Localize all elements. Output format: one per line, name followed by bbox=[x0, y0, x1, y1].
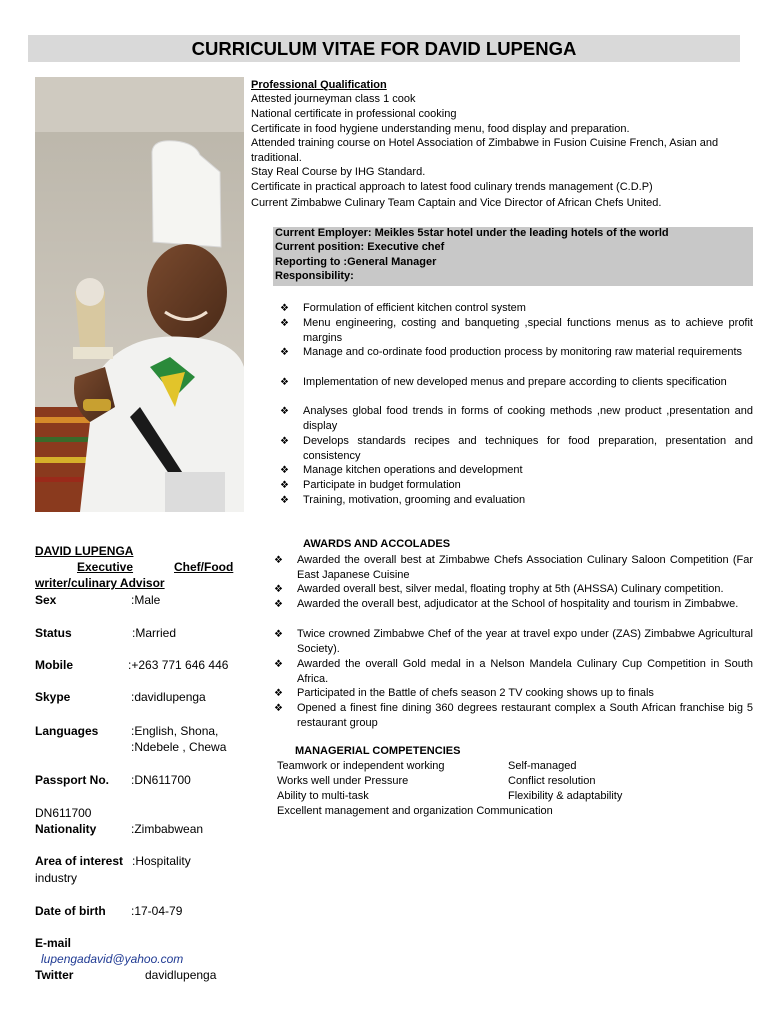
qualification-line: National certificate in professional cooking bbox=[251, 108, 457, 120]
competencies-heading: MANAGERIAL COMPETENCIES bbox=[295, 745, 461, 757]
twitter-label: Twitter bbox=[35, 968, 74, 982]
list-item: ❖ Manage and co-ordinate food production process by monitoring raw material requirements bbox=[280, 346, 743, 358]
list-item: ❖ Menu engineering, costing and banqueting ,special functions menus as to achieve profit margins bbox=[280, 317, 753, 344]
diamond-bullet-icon: ❖ bbox=[280, 480, 289, 491]
list-item: ❖ Awarded overall best, silver medal, floating trophy at 5th (AHSSA) Culinary competition. bbox=[274, 583, 724, 595]
chef-portrait-image bbox=[35, 77, 244, 512]
diamond-bullet-icon: ❖ bbox=[280, 436, 289, 447]
mobile-value: :+263 771 646 446 bbox=[128, 658, 229, 672]
list-item: ❖ Analyses global food trends in forms of cooking methods ,new product ,presentation and display bbox=[280, 405, 753, 432]
diamond-bullet-icon: ❖ bbox=[280, 303, 289, 314]
list-item: ❖ Manage kitchen operations and development bbox=[280, 464, 523, 476]
current-employer: Current Employer: Meikles 5star hotel under the leading hotels of the world bbox=[275, 227, 669, 239]
qualification-line: Certificate in food hygiene understanding menu, food display and preparation. bbox=[251, 123, 630, 135]
reporting-to: Reporting to :General Manager bbox=[275, 256, 437, 268]
qualification-line: Attested journeyman class 1 cook bbox=[251, 93, 416, 105]
email-link[interactable]: lupengadavid@yahoo.com bbox=[41, 952, 184, 966]
competency-item: Self-managed bbox=[508, 760, 577, 772]
competency-item: Excellent management and organization Communication bbox=[277, 805, 553, 817]
list-item: ❖ Training, motivation, grooming and evaluation bbox=[280, 494, 526, 506]
diamond-bullet-icon: ❖ bbox=[280, 347, 289, 358]
competency-item: Ability to multi-task bbox=[277, 790, 369, 802]
diamond-bullet-icon: ❖ bbox=[274, 599, 283, 610]
qualification-line: Stay Real Course by IHG Standard. bbox=[251, 166, 426, 178]
passport-value: :DN611700 bbox=[131, 773, 191, 787]
current-position: Current position: Executive chef bbox=[275, 241, 445, 253]
sex-label: Sex bbox=[35, 593, 57, 607]
diamond-bullet-icon: ❖ bbox=[274, 703, 283, 714]
skype-label: Skype bbox=[35, 690, 71, 704]
skype-value: :davidlupenga bbox=[131, 690, 206, 704]
awards-heading: AWARDS AND ACCOLADES bbox=[303, 538, 451, 550]
list-item: ❖ Participated in the Battle of chefs season 2 TV cooking shows up to finals bbox=[274, 687, 654, 699]
list-item: ❖ Twice crowned Zimbabwe Chef of the year at travel expo under (ZAS) Zimbabwe Agricultural Society). bbox=[274, 628, 753, 655]
qualification-heading: Professional Qualification bbox=[251, 79, 387, 91]
passport-extra: DN611700 bbox=[35, 806, 92, 820]
languages-value: :Ndebele , Chewa bbox=[131, 740, 227, 754]
languages-value: :English, Shona, bbox=[131, 724, 219, 738]
diamond-bullet-icon: ❖ bbox=[274, 688, 283, 699]
nationality-label: Nationality bbox=[35, 822, 97, 836]
diamond-bullet-icon: ❖ bbox=[280, 377, 289, 388]
qualification-line: Current Zimbabwe Culinary Team Captain and Vice Director of African Chefs United. bbox=[251, 197, 662, 209]
profile-role-part: writer/culinary Advisor bbox=[35, 576, 165, 590]
twitter-value: davidlupenga bbox=[145, 968, 217, 982]
qualification-line: Certificate in practical approach to latest food culinary trends management (C.D.P) bbox=[251, 181, 653, 193]
cv-title: CURRICULUM VITAE FOR DAVID LUPENGA bbox=[28, 35, 740, 62]
employment-summary bbox=[273, 227, 753, 286]
profile-name: DAVID LUPENGA bbox=[35, 544, 134, 558]
list-item: ❖ Awarded the overall best, adjudicator at the School of hospitality and tourism in Zimbabwe. bbox=[274, 598, 739, 610]
languages-label: Languages bbox=[35, 724, 99, 738]
status-label: Status bbox=[35, 626, 72, 640]
diamond-bullet-icon: ❖ bbox=[280, 406, 289, 417]
list-item: ❖ Opened a finest fine dining 360 degrees restaurant complex a South African franchise big 5 restaurant group bbox=[274, 702, 753, 729]
qualification-line: traditional. bbox=[251, 152, 302, 164]
diamond-bullet-icon: ❖ bbox=[274, 659, 283, 670]
qualification-line: Attended training course on Hotel Association of Zimbabwe in Fusion Cuisine French, Asian and bbox=[251, 137, 719, 149]
diamond-bullet-icon: ❖ bbox=[274, 584, 283, 595]
interest-label: Area of interest bbox=[35, 854, 124, 868]
responsibility-heading: Responsibility: bbox=[275, 270, 354, 282]
competency-item: Flexibility & adaptability bbox=[508, 790, 623, 802]
competency-item: Conflict resolution bbox=[508, 775, 596, 787]
profile-role-part: Chef/Food bbox=[174, 560, 234, 574]
competency-item: Works well under Pressure bbox=[277, 775, 409, 787]
list-item: ❖ Formulation of efficient kitchen control system bbox=[280, 302, 526, 314]
list-item: ❖ Participate in budget formulation bbox=[280, 479, 461, 491]
passport-label: Passport No. bbox=[35, 773, 110, 787]
diamond-bullet-icon: ❖ bbox=[280, 495, 289, 506]
mobile-label: Mobile bbox=[35, 658, 73, 672]
list-item: ❖ Awarded the overall Gold medal in a Nelson Mandela Culinary Cup Competition in South Africa. bbox=[274, 658, 753, 685]
dob-value: :17-04-79 bbox=[131, 904, 183, 918]
diamond-bullet-icon: ❖ bbox=[280, 465, 289, 476]
competency-item: Teamwork or independent working bbox=[277, 760, 445, 772]
sex-value: :Male bbox=[131, 593, 161, 607]
status-value: :Married bbox=[132, 626, 177, 640]
list-item: ❖ Awarded the overall best at Zimbabwe Chefs Association Culinary Saloon Competition (Far East Japanese Cuisine bbox=[274, 554, 753, 581]
interest-value: :Hospitality bbox=[132, 854, 191, 868]
diamond-bullet-icon: ❖ bbox=[280, 318, 289, 329]
diamond-bullet-icon: ❖ bbox=[274, 629, 283, 640]
interest-value: industry bbox=[35, 871, 78, 885]
list-item: ❖ Implementation of new developed menus and prepare according to clients specification bbox=[280, 376, 727, 388]
email-label: E-mail bbox=[35, 936, 72, 950]
dob-label: Date of birth bbox=[35, 904, 106, 918]
nationality-value: :Zimbabwean bbox=[131, 822, 204, 836]
list-item: ❖ Develops standards recipes and techniques for food preparation, presentation and consistency bbox=[280, 435, 753, 462]
profile-role-part: Executive bbox=[77, 560, 134, 574]
diamond-bullet-icon: ❖ bbox=[274, 555, 283, 566]
